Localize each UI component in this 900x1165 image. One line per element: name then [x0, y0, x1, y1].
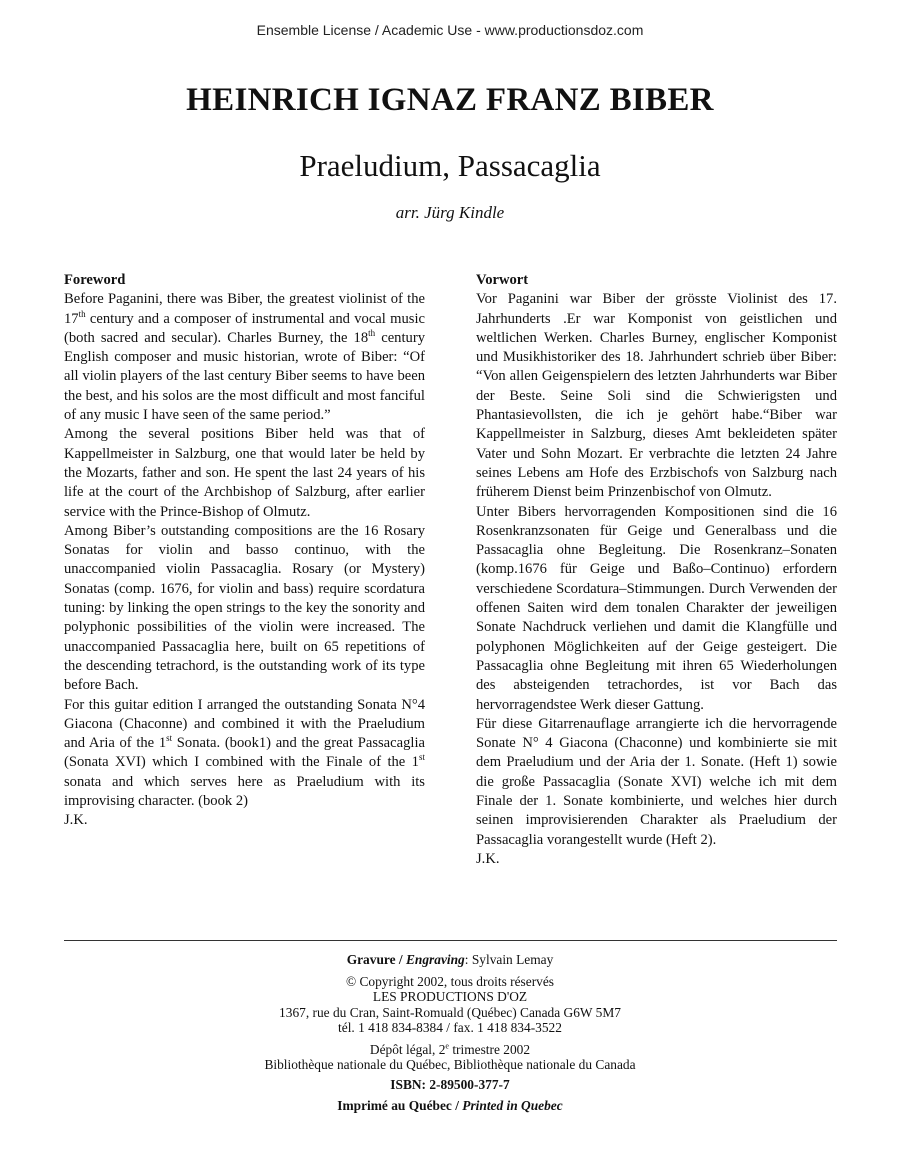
foreword-p4-text-b: Sonata. (book1) and the great Passacaglia (Sonata XVI) which I combined with the Finale of the 1 [64, 735, 426, 771]
foreword-p4-superscript-2: st [418, 752, 425, 763]
foreword-column [64, 271, 425, 831]
publisher-name: LES PRODUCTIONS D'OZ [372, 989, 528, 1004]
engraving-credit [0, 952, 900, 968]
foreword-signature: J.K. [64, 812, 88, 829]
legal-deposit-line [0, 1042, 900, 1058]
publisher-block [0, 974, 900, 1036]
license-notice: Ensemble License / Academic Use - www.productionsdoz.com [256, 22, 644, 38]
foreword-paragraph-4 [64, 696, 425, 812]
vorwort-heading: Vorwort [476, 272, 529, 288]
copyright-line: © Copyright 2002, tous droits réservés [345, 973, 555, 989]
legal-deposit-text-a: Dépôt légal, 2 [369, 1041, 446, 1057]
vorwort-paragraph-2: Unter Bibers hervorragenden Kompositionen sind die 16 Rosenkranzsonaten für Geige und Generalbass und die Passacaglia ohne Begleitung. Die Rosenkranz–Sonaten (komp.1676 für Geige und Baßo–Continuo) erfordern verschiedene Scordatura–Stimmungen. Durch Verwenden der offenen Saiten wird dem tonalen Charakter der jeweiligen Sonate Nachdruck verliehen und damit die Klangfülle und polyphonen Möglichkeiten auf der Geige gesteigert. Die Passacaglia ohne Begleitung mit ihren 65 Wiederholungen des absteigenden tetrachordes, ist vor Bach das hervorragendstee Werk dieser Gattung. [476, 503, 837, 713]
foreword-heading: Foreword [64, 272, 126, 288]
foreword-p1-text-b: century and a composer of instrumental and vocal music (both sacred and secular). Charles Burney, the 18 [64, 310, 425, 346]
printed-in [0, 1098, 900, 1114]
foreword-p1-text-a: Before Paganini, there was Biber, the greatest violinist of the 17 [64, 291, 425, 327]
foreword-paragraph-3: Among Biber’s outstanding compositions are the 16 Rosary Sonatas for violin and basso continuo, with the unaccompanied violin Passacaglia. Rosary (or Mystery) Sonatas (comp. 1676, for violin and bass) require scordatura tuning: by linking the open strings to the key the sonority and polyphonic possibilities of the violin were increased. The unaccompanied Passacaglia here, built on 65 repetitions of the descending tetrachord, is the outstanding work of its type before Bach. [64, 522, 425, 694]
legal-deposit-text-b: trimestre 2002 [448, 1041, 531, 1057]
national-libraries: Bibliothèque nationale du Québec, Bibliothèque nationale du Canada [264, 1057, 636, 1072]
foreword-paragraph-1 [64, 290, 425, 425]
publisher-address: 1367, rue du Cran, Saint-Romuald (Québec) Canada G6W 5M7 [279, 1004, 621, 1020]
engraver-name: : Sylvain Lemay [464, 952, 554, 967]
foreword-paragraph-2: Among the several positions Biber held was that of Kappellmeister in Salzburg, one that would later be held by the Mozarts, father and son. He spent the last 24 years of his life at the court of the Archbishop of Salzburg, after earlier service with the Prince-Bishop of Olmutz. [64, 426, 425, 520]
foreword-p4-text-c: sonata and which serves here as Praeludium with its improvising character. (book 2) [64, 773, 425, 810]
engraving-label-en: Engraving [405, 952, 465, 967]
vorwort-paragraph-3: Für diese Gitarrenauflage arrangierte ich die hervorragende Sonate N° 4 Giacona (Chaconne) und kombinierte sie mit dem Praeludium und der Aria der 1. Sonate. (Heft 1) sowie die große Passacaglia (Sonate XVI) welche ich mit dem Finale der 1. Sonate kombinierte, und welches hier durch seinen improvisierenden Charakter als Praeludium der Passacaglia vorangestellt wurde (Heft 2). [476, 715, 837, 848]
engraving-label-fr: Gravure / [346, 952, 406, 967]
arranger-credit: arr. Jürg Kindle [395, 203, 505, 222]
vorwort-paragraph-1: Vor Paganini war Biber der grösste Violinist des 17. Jahrhunderts .Er war Komponist von geistlichen und weltlichen Werken. Charles Burney, englischer Komponist und Musikhistoriker des 18. Jahrhundert schrieb über Biber: “Von allen Geigenspielern des letzten Jahrhunderts war Biber der Beste. Seine Soli sind die Schwierigsten und Phantasievollsten, die ich je gehört habe.“Biber war Kappellmeister in Salzburg, dieses Amt bekleideten später Vater und Sohn Mozart. Er verbrachte die letzten 24 Jahre seines Lebens am Hofe des Erzbischofs von Salzburg nach früherem Dienst beim Prinzenbischof von Olmutz. [476, 291, 837, 501]
printed-in-fr: Imprimé au Québec / [337, 1098, 463, 1113]
vorwort-signature: J.K. [476, 850, 500, 867]
publisher-phone: tél. 1 418 834-8384 / fax. 1 418 834-3522 [338, 1020, 562, 1035]
section-divider [64, 940, 837, 941]
legal-deposit-block [0, 1042, 900, 1073]
foreword-p4-text-a: For this guitar edition I arranged the outstanding Sonata N°4 Giacona (Chaconne) and combined it with the Praeludium and Aria of the 1 [64, 696, 425, 752]
composer-name: HEINRICH IGNAZ FRANZ BIBER [186, 82, 714, 118]
foreword-p1-superscript-1: th [78, 308, 86, 319]
legal-deposit-superscript: e [445, 1041, 449, 1051]
publication-credits [0, 952, 900, 1120]
isbn: ISBN: 2-89500-377-7 [390, 1076, 510, 1092]
vorwort-column [476, 271, 837, 869]
printed-in-en: Printed in Quebec [462, 1098, 563, 1113]
foreword-p4-superscript-1: st [166, 733, 173, 744]
foreword-p1-text-c: century English composer and music historian, wrote of Biber: “Of all violin players of the last century Biber seems to have been the best, and his solos are the most difficult and most fanciful of any music I have seen of the same period.” [64, 329, 425, 424]
foreword-p1-superscript-2: th [368, 328, 376, 339]
work-title: Praeludium, Passacaglia [299, 148, 601, 183]
